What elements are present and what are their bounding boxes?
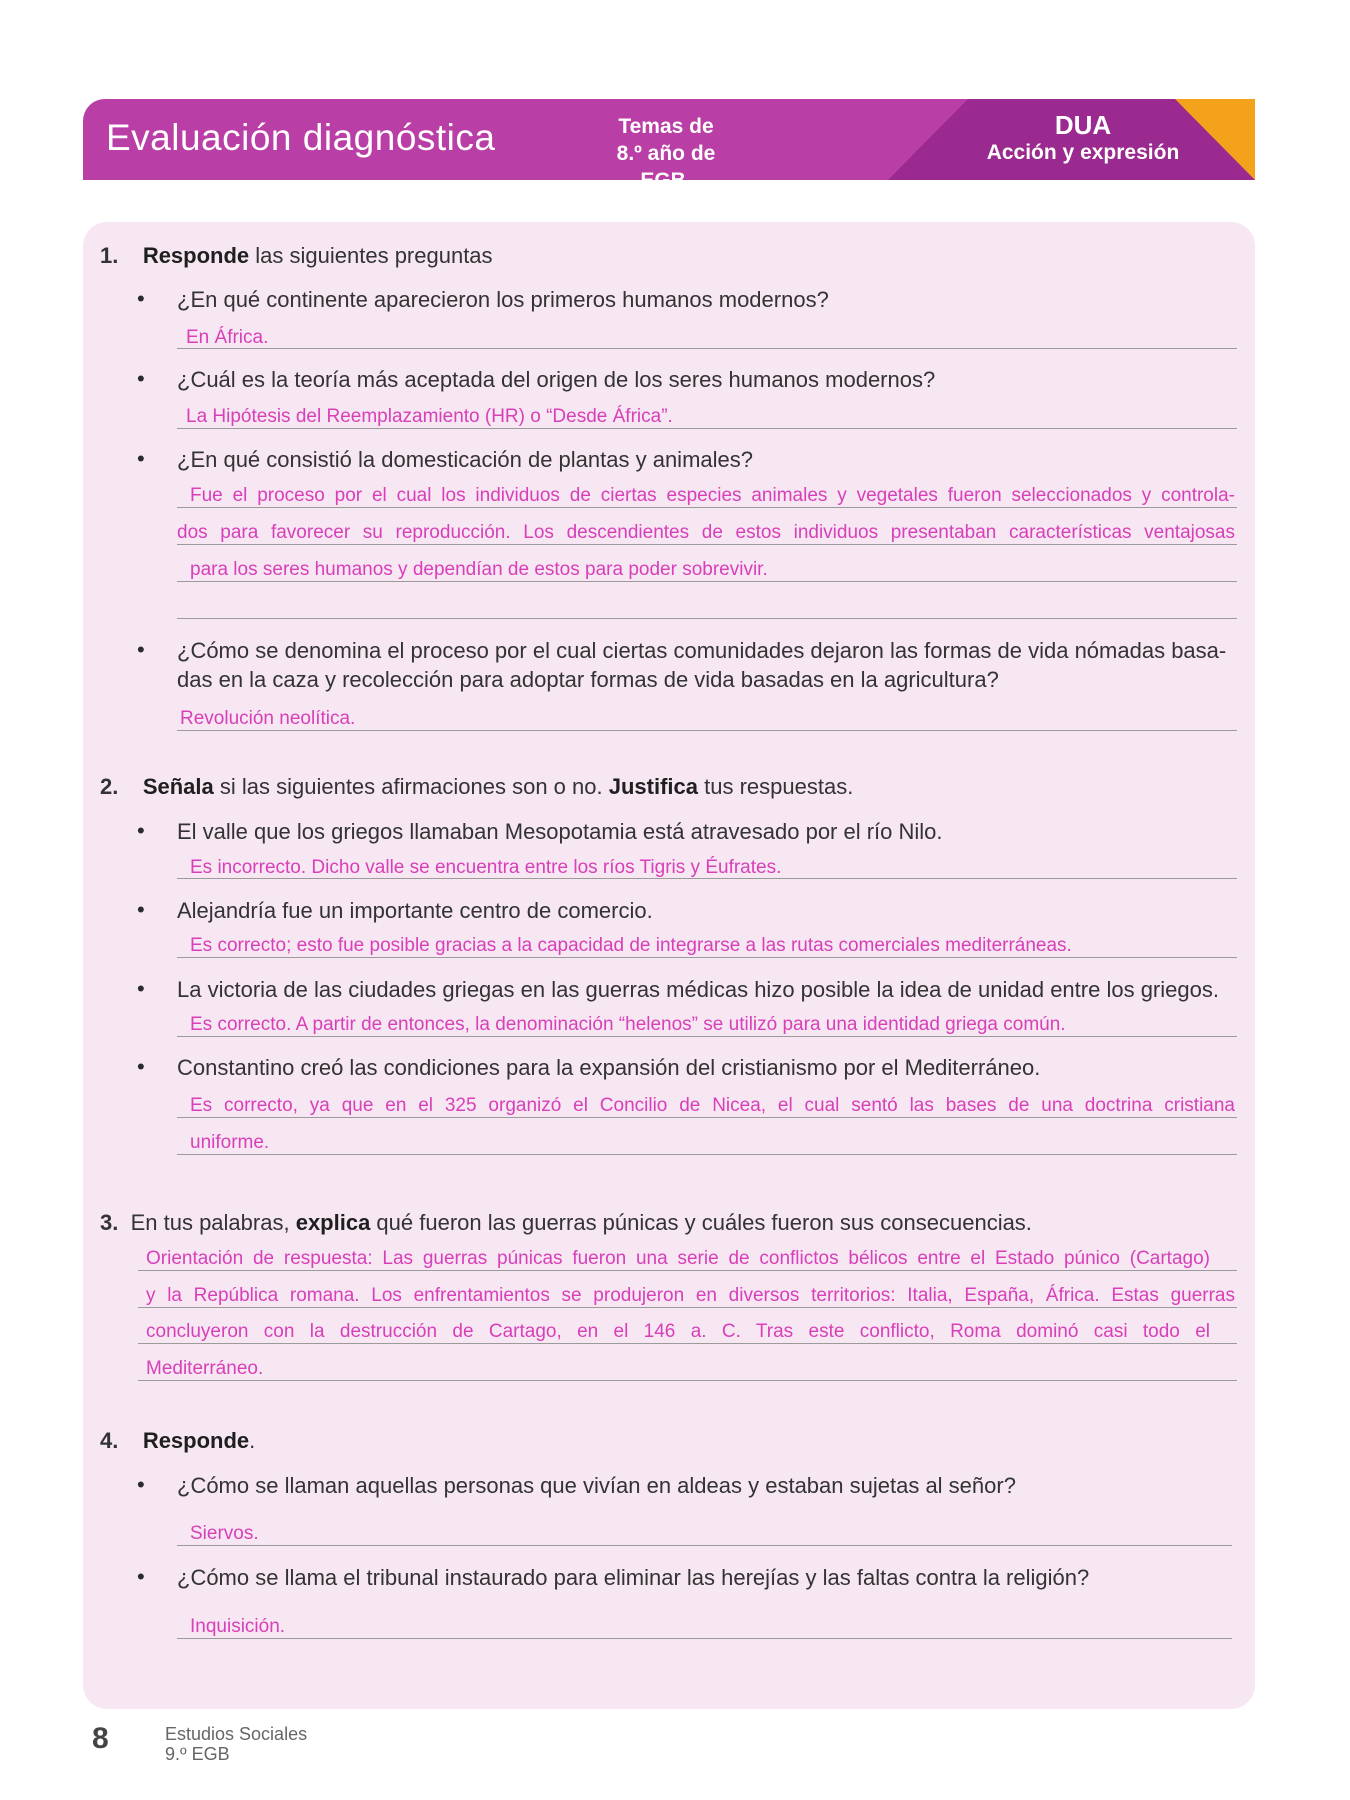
answer-line	[177, 588, 1237, 619]
footer-text	[165, 1724, 307, 1764]
header-banner	[83, 99, 1255, 192]
question-number: 3.	[100, 1210, 119, 1235]
answer-2d-line2: uniforme.	[190, 1132, 270, 1153]
question-verb: Responde	[142, 1428, 250, 1453]
statement-2c: La victoria de las ciudades griegas en las guerras médicas hizo posible la idea de unidad entre los griegos.	[177, 977, 1219, 1002]
bullet-icon: •	[137, 1564, 145, 1589]
question-verb-2: Justifica	[608, 774, 698, 799]
answer-1b: La Hipótesis del Reemplazamiento (HR) o “Desde África”.	[186, 406, 673, 427]
answer-1c-line2: dos para favorecer su reproducción. Los descendientes de estos individuos presentaban características ventajosas	[177, 522, 1235, 543]
bullet-icon: •	[137, 637, 145, 662]
bullet-icon: •	[137, 976, 145, 1001]
question-number: 4.	[100, 1428, 119, 1453]
question-text-2: tus respuestas.	[698, 774, 854, 799]
answer-3-line1: Orientación de respuesta: Las guerras púnicas fueron una serie de conflictos bélicos entre el Estado púnico (Cartago)	[146, 1248, 1210, 1269]
question-1d-line2: das en la caza y recolección para adoptar formas de vida basadas en la agricultura?	[177, 667, 999, 692]
question-3-heading	[100, 1209, 1032, 1237]
question-1a: ¿En qué continente aparecieron los primeros humanos modernos?	[177, 287, 829, 312]
statement-2d: Constantino creó las condiciones para la expansión del cristianismo por el Mediterráneo.	[177, 1055, 1041, 1080]
bullet-icon: •	[137, 286, 145, 311]
bullet-icon: •	[137, 1472, 145, 1497]
answer-1c-line3: para los seres humanos y dependían de estos para poder sobrevivir.	[190, 559, 768, 580]
temas-line2: 8.º año de EGB.	[616, 142, 716, 192]
bullet-icon: •	[137, 818, 145, 843]
question-number: 2.	[100, 774, 119, 799]
answer-2b: Es correcto; esto fue posible gracias a la capacidad de integrarse a las rutas comerciales mediterráneas.	[190, 935, 1072, 956]
answer-1d: Revolución neolítica.	[180, 708, 356, 729]
question-verb: Señala	[142, 774, 214, 799]
answer-2c: Es correcto. A partir de entonces, la denominación “helenos” se utilizó para una identidad griega común.	[190, 1014, 1066, 1035]
question-1c: ¿En qué consistió la domesticación de plantas y animales?	[177, 447, 753, 472]
question-number: 1.	[100, 243, 119, 268]
bullet-icon: •	[137, 1054, 145, 1079]
question-text: las siguientes preguntas	[249, 243, 493, 268]
answer-4b: Inquisición.	[190, 1616, 286, 1637]
answer-line	[138, 1350, 1237, 1381]
dua-subtitle: Acción y expresión	[986, 141, 1180, 164]
answer-line	[177, 1608, 1232, 1639]
question-text: En tus palabras,	[130, 1210, 296, 1235]
page-number: 8	[92, 1722, 109, 1755]
question-text: .	[249, 1428, 256, 1453]
question-1d-line1: ¿Cómo se denomina el proceso por el cual ciertas comunidades dejaron las formas de vida nómadas basa-	[177, 638, 1227, 663]
answer-4a: Siervos.	[190, 1523, 259, 1544]
bullet-icon: •	[137, 366, 145, 391]
question-text: si las siguientes afirmaciones son o no.	[213, 774, 609, 799]
question-2-heading	[100, 773, 853, 801]
dua-label	[973, 111, 1193, 167]
answer-line	[177, 1124, 1237, 1155]
answer-3-line2: y la República romana. Los enfrentamientos se produjeron en diversos territorios: Italia, España, África. Estas guerras	[146, 1285, 1235, 1306]
answer-2a: Es incorrecto. Dicho valle se encuentra entre los ríos Tigris y Éufrates.	[190, 857, 782, 878]
temas-line1: Temas de	[618, 115, 714, 138]
footer-subject: Estudios Sociales	[165, 1724, 308, 1744]
answer-3-line3: concluyeron con la destrucción de Cartago, en el 146 a. C. Tras este conflicto, Roma dominó casi todo el	[146, 1321, 1210, 1342]
question-4-heading	[100, 1427, 255, 1455]
page-title: Evaluación diagnóstica	[106, 117, 496, 158]
question-1b: ¿Cuál es la teoría más aceptada del origen de los seres humanos modernos?	[177, 367, 936, 392]
question-1-heading	[100, 242, 493, 270]
answer-1c-line1: Fue el proceso por el cual los individuos de ciertas especies animales y vegetales fueron seleccionados y controla-	[190, 485, 1235, 506]
banner-divider	[888, 99, 968, 180]
statement-2b: Alejandría fue un importante centro de comercio.	[177, 898, 653, 923]
answer-3-line4: Mediterráneo.	[146, 1358, 264, 1379]
dua-title: DUA	[1054, 110, 1112, 140]
question-verb: Responde	[142, 243, 250, 268]
question-4a: ¿Cómo se llaman aquellas personas que vivían en aldeas y estaban sujetas al señor?	[177, 1473, 1016, 1498]
question-verb: explica	[295, 1210, 371, 1235]
question-text-2: qué fueron las guerras púnicas y cuáles fueron sus consecuencias.	[370, 1210, 1032, 1235]
statement-2a: El valle que los griegos llamaban Mesopotamia está atravesado por el río Nilo.	[177, 819, 943, 844]
temas-label	[591, 113, 741, 194]
footer-grade: 9.º EGB	[165, 1744, 230, 1764]
answer-line	[177, 1515, 1232, 1546]
bullet-icon: •	[137, 897, 145, 922]
answer-1a: En África.	[186, 327, 269, 348]
answer-line	[177, 318, 1237, 349]
question-4b: ¿Cómo se llama el tribunal instaurado para eliminar las herejías y las faltas contra la religión?	[177, 1565, 1090, 1590]
bullet-icon: •	[137, 446, 145, 471]
answer-2d-line1: Es correcto, ya que en el 325 organizó el Concilio de Nicea, el cual sentó las bases de una doctrina cristiana	[190, 1095, 1235, 1116]
